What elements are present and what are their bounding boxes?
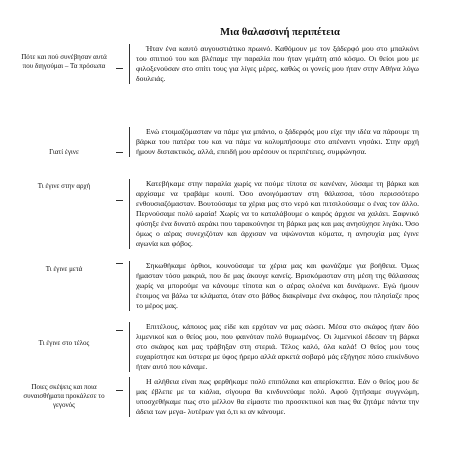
margin-question-2: Γιατί έγινε bbox=[49, 148, 79, 156]
paragraph-3 bbox=[129, 179, 419, 249]
margin-question-4: Τι έγινε μετά bbox=[45, 265, 83, 273]
bracket-tick bbox=[116, 390, 123, 391]
paragraph-text: Σηκωθήκαμε όρθιοι, κουνούσαμε τα χέρια μας και φωνάζαμε για βοήθεια. Όμως ήμασταν τόσο μακριά, που δε μας άκουγε κανείς. Βρισκόμασταν στη μέση της θάλασσας χωρίς να μπορούμε να κάνουμε τίποτα και ο αέρας ολοένα και δυνάμωνε. Εγώ ήμουν έτοιμος να βάλω τα κλάματα, όταν στο βάθος διακρίναμε ένα σκάφος, που πλησίαζε προς το μέρος μας. bbox=[136, 261, 419, 310]
bracket-tick bbox=[116, 200, 123, 201]
paragraph-text: Ήταν ένα καυτό αυγουστιάτικο πρωινό. Καθόμουν με τον ξάδερφό μου στο μπαλκόνι του σπιτιού του και βλέπαμε την παραλία που ήταν γεμάτη από κόσμο. Οι θείοι μου με φιλοξενούσαν στο σπίτι τους για λίγες μέρες, καθώς οι γονείς μου ήταν στην Αθήνα λόγω δουλειάς. bbox=[136, 44, 419, 83]
margin-question-1: Πότε και πού συνέβησαν αυτά που διηγούμαι – Τα πρόσωπα bbox=[21, 53, 107, 70]
paragraph-6 bbox=[129, 377, 419, 417]
page-title: Μια θαλασσινή περιπέτεια bbox=[220, 27, 340, 38]
paragraph-2 bbox=[129, 127, 419, 157]
paragraph-text: Ενώ ετοιμαζόμασταν να πάμε για μπάνιο, ο ξάδερφός μου είχε την ιδέα να πάρουμε τη βάρκα του πατέρα του και να πάμε να κολυμπήσουμε στο απέναντι νησάκι. Στην αρχή ήμουν διστακτικός, αλλά, επειδή μου αρέσουν οι περιπέτειες, συμφώνησα. bbox=[136, 127, 419, 156]
bracket-tick bbox=[116, 330, 123, 331]
margin-question-3: Τι έγινε στην αρχή bbox=[37, 182, 91, 190]
paragraph-4 bbox=[129, 261, 419, 311]
paragraph-text: Κατεβήκαμε στην παραλία χωρίς να πούμε τίποτα σε κανέναν, λύσαμε τη βάρκα και αρχίσαμε να τραβάμε κουπί. Όσο ανοιγόμασταν στη θάλασσα, τόσο περισσότερο ενθουσιαζόμασταν. Βουτούσαμε τα χέρια μας στο νερό και πιτσιλούσαμε ο ένας τον άλλο. Περνούσαμε πολύ ωραία! Χωρίς να το καταλάβουμε ο καιρός άρχισε να χαλάει. Ξαφνικό φύσηξε ένα δυνατό αεράκι που ταρακούνησε τη βάρκα μας και μας ανησύχησε λιγάκι. Όσο όμως ο αέρας συνεχιζόταν και άρχισαν να υψώνονται κύματα, η ανησυχία μας έγινε αγωνία και φόβος. bbox=[136, 179, 419, 248]
paragraph-text: Η αλήθεια είναι πως φερθήκαμε πολύ επιπόλαια και απερίσκεπτα. Εάν ο θείος μου δε μας έβλεπε με τα κιάλια, σίγουρα θα κινδυνεύαμε πολύ. Αφού ζητήσαμε συγγνώμη, υποσχεθήκαμε πως στο μέλλον θα είμαστε πιο προσεκτικοί και πως θα ζητάμε πάντα την άδεια των μεγα- λυτέρων για ό,τι κι αν κάνουμε. bbox=[136, 377, 419, 416]
bracket-tick bbox=[116, 68, 123, 69]
bracket-tick bbox=[116, 152, 123, 153]
paragraph-5 bbox=[129, 322, 419, 372]
bracket-tick bbox=[116, 263, 123, 264]
margin-question-5: Τι έγινε στο τέλος bbox=[38, 339, 90, 347]
paragraph-1 bbox=[129, 44, 419, 84]
margin-question-6: Ποιες σκέψεις και ποια συναισθήματα προκάλεσε το γεγονός bbox=[23, 383, 105, 409]
paragraph-text: Επιτέλους, κάποιος μας είδε και ερχόταν να μας σώσει. Μέσα στο σκάφος ήταν δύο λιμενικοί και ο θείος μου, που φαινόταν πολύ θυμωμένος. Οι λιμενικοί έδεσαν τη βάρκα στο σκάφος και μας τράβηξαν στη στεριά. Τέλος καλό, όλα καλά! Ο θείος μου τους ευχαρίστησε και ύστερα με ύφος ήρεμο αλλά αρκετά σοβαρό μάς εξήγησε πόσο επικίνδυνο ήταν αυτό που κάναμε. bbox=[136, 322, 419, 371]
